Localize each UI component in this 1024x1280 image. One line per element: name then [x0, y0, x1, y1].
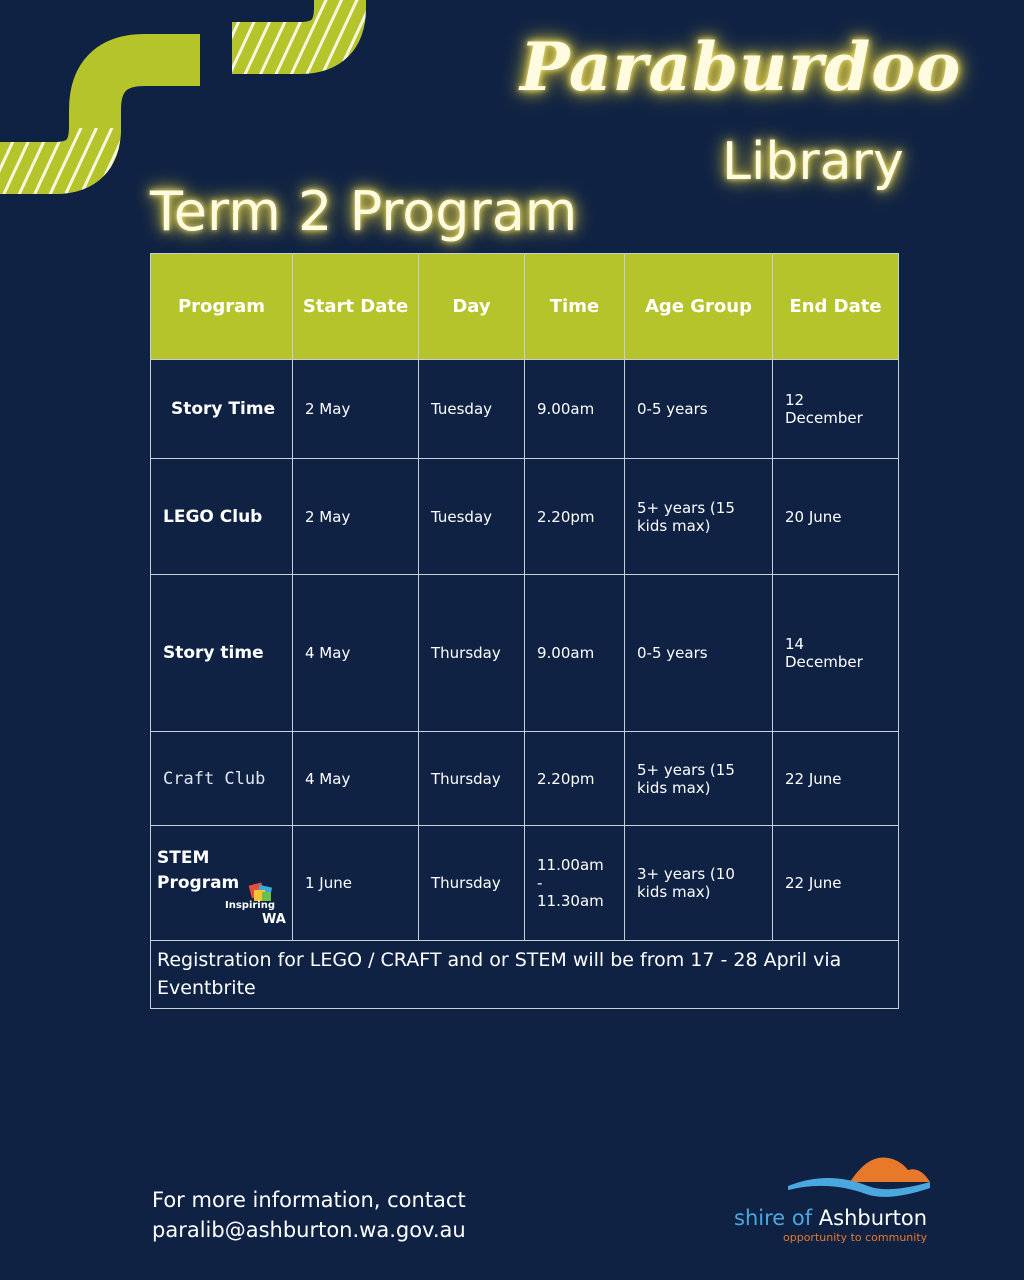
end-date: 12 December: [773, 360, 899, 459]
table-header-row: [151, 254, 899, 360]
age-group: 5+ years (15 kids max): [625, 732, 773, 826]
contact-email[interactable]: paralib@ashburton.wa.gov.au: [152, 1217, 466, 1242]
end-date: 20 June: [773, 459, 899, 575]
header-start-date: Start Date: [293, 254, 419, 360]
start-date: 2 May: [293, 360, 419, 459]
registration-note-row: [151, 941, 899, 1009]
program-name: Craft Club: [151, 732, 293, 826]
day: Tuesday: [419, 360, 525, 459]
age-group: 3+ years (10 kids max): [625, 826, 773, 941]
age-group: 0-5 years: [625, 360, 773, 459]
time: 11.00am - 11.30am: [525, 826, 625, 941]
header-day: Day: [419, 254, 525, 360]
shire-logo-name: [734, 1206, 927, 1230]
header-time: Time: [525, 254, 625, 360]
table-row: [151, 826, 899, 941]
start-date: 2 May: [293, 459, 419, 575]
day: Tuesday: [419, 459, 525, 575]
library-brand-word: Library: [722, 132, 904, 192]
end-date: 14 December: [773, 575, 899, 732]
program-name-cell: [151, 826, 293, 941]
library-brand-script: Paraburdoo: [520, 28, 962, 106]
age-group: 0-5 years: [625, 575, 773, 732]
day: Thursday: [419, 575, 525, 732]
registration-note: Registration for LEGO / CRAFT and or STEM will be from 17 - 28 April via Eventbrite: [151, 941, 899, 1009]
age-group: 5+ years (15 kids max): [625, 459, 773, 575]
header-age-group: Age Group: [625, 254, 773, 360]
logo-main: Ashburton: [818, 1206, 928, 1230]
start-date: 4 May: [293, 732, 419, 826]
header-end-date: End Date: [773, 254, 899, 360]
start-date: 4 May: [293, 575, 419, 732]
contact-line: For more information, contact: [152, 1188, 466, 1212]
inspiring-wa-logo: [224, 882, 286, 926]
table-row: [151, 360, 899, 459]
day: Thursday: [419, 732, 525, 826]
logo-text-line1: Inspiring: [225, 900, 276, 911]
table-row: [151, 459, 899, 575]
program-name: LEGO Club: [151, 459, 293, 575]
page-title: Term 2 Program: [150, 180, 578, 243]
day: Thursday: [419, 826, 525, 941]
start-date: 1 June: [293, 826, 419, 941]
time: 9.00am: [525, 575, 625, 732]
program-name: Story Time: [151, 360, 293, 459]
shire-logo-mark: [788, 1152, 933, 1207]
header-program: Program: [151, 254, 293, 360]
time: 2.20pm: [525, 732, 625, 826]
contact-info: [152, 1186, 466, 1246]
table-row: [151, 732, 899, 826]
time: 9.00am: [525, 360, 625, 459]
logo-prefix: shire of: [734, 1206, 813, 1230]
table-row: [151, 575, 899, 732]
end-date: 22 June: [773, 732, 899, 826]
program-name: STEM Program: [157, 848, 240, 893]
program-name: Story time: [151, 575, 293, 732]
program-table: [150, 253, 899, 1009]
end-date: 22 June: [773, 826, 899, 941]
logo-text-line2: WA: [262, 912, 286, 926]
shire-logo-tagline: opportunity to community: [783, 1231, 928, 1244]
time: 2.20pm: [525, 459, 625, 575]
